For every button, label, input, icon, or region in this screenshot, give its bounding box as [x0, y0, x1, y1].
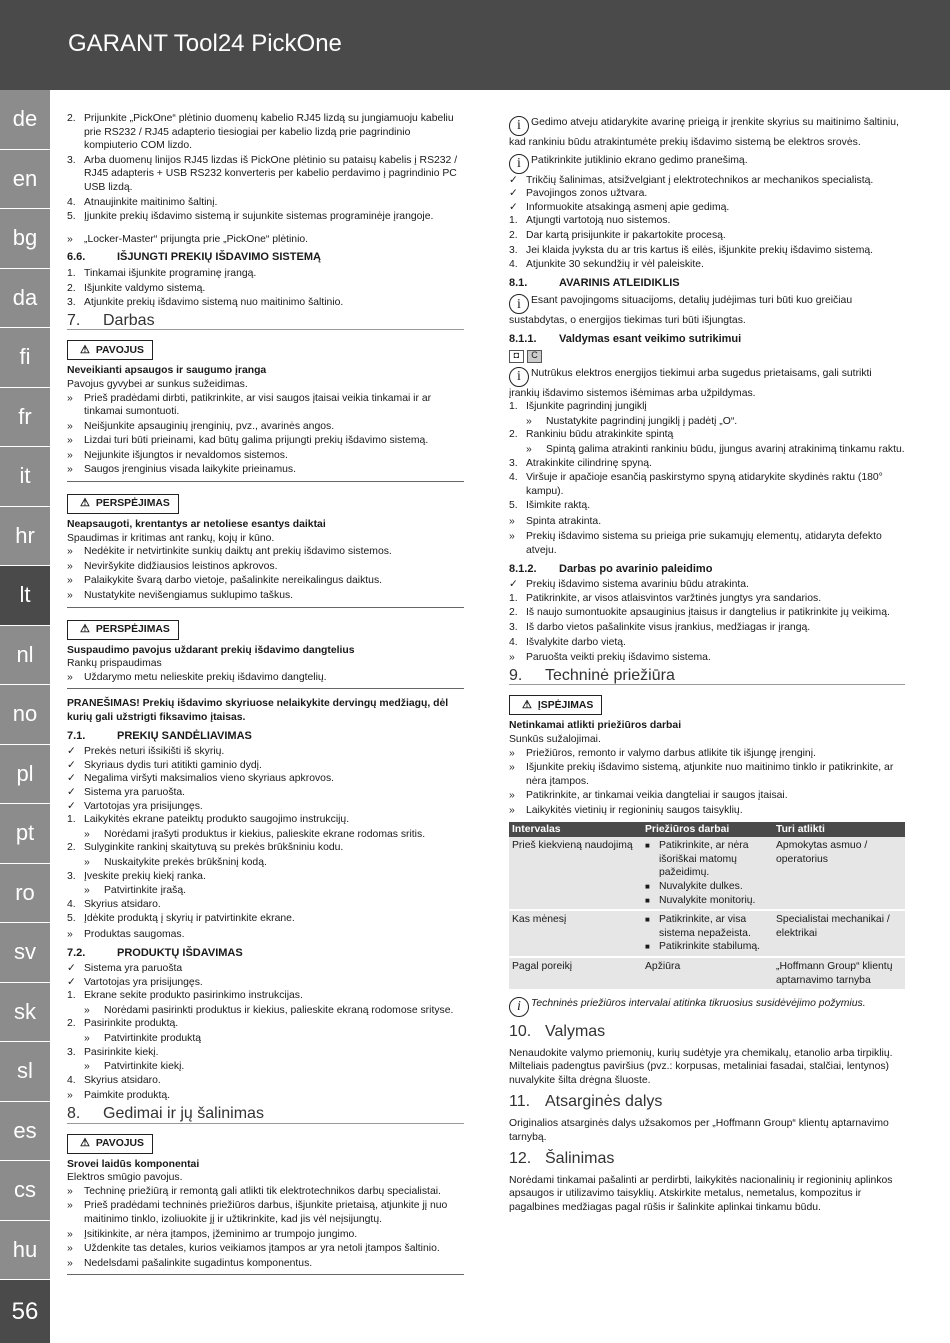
sub-item: » Spintą galima atrakinti rankiniu būdu, įjungus avarinį atrakinimą tinkamu raktu. — [526, 443, 905, 455]
list-item: » Priežiūros, remonto ir valymo darbus atlikite tik išjungę įrenginį. — [509, 747, 816, 759]
list-item: 2. Išjunkite valdymo sistemą. — [67, 282, 206, 294]
tab-hu[interactable]: hu — [0, 1221, 50, 1281]
list-item: 3. Jei klaida įvyksta du ar tris kartus iš eilės, išjunkite prekių išdavimo sistemą. — [509, 244, 874, 256]
section-heading: 8.1.2. Darbas po avarinio paleidimo — [509, 562, 713, 575]
caution-label: ⚠ PERSPĖJIMAS — [67, 494, 179, 514]
tab-da[interactable]: da — [0, 269, 50, 329]
list-item: 3. Įveskite prekių kiekį ranka. — [67, 870, 206, 882]
list-item: 4. Išvalykite darbo vietą. — [509, 636, 626, 648]
page-header — [0, 0, 950, 90]
warning-title: Neveikianti apsaugos ir saugumo įranga — [67, 365, 267, 377]
chapter-heading: 12. Šalinimas — [509, 1150, 615, 1168]
list-item: » Saugos įrenginius visada laikykite prieinamus. — [67, 464, 296, 476]
sub-item: » Norėdami pasirinkti produktus ir kiekius, palieskite ekraną rodomose srityse. — [84, 1004, 454, 1016]
tab-nl[interactable]: nl — [0, 626, 50, 686]
table-row: Prieš kiekvieną naudojimą ■ Patikrinkite, ar nėra išoriškai matomų pažeidimų. ■ Nuvalykite dulkes. ■ Nuvalykite monitorių. Apmokytas asmuo / operatorius — [509, 837, 905, 910]
list-item: 2. Sulyginkite rankinį skaitytuvą su prekės brūkšniniu kodu. — [67, 842, 344, 854]
tab-hr[interactable]: hr — [0, 507, 50, 567]
warning-title: Neapsaugoti, krentantys ar netoliese esantys daiktai — [67, 519, 326, 531]
list-item: 4. Skyrius atsidaro. — [67, 1074, 161, 1086]
list-item: » Įsitikinkite, ar nėra įtampos, įžeminimo ar trumpojo jungimo. — [67, 1228, 358, 1240]
warning-subtitle: Rankų prispaudimas — [67, 658, 162, 670]
check-item: ✓ Informuokite atsakingą asmenį apie gedimą. — [509, 201, 730, 213]
sub-item: » Norėdami įrašyti produktus ir kiekius, palieskite ekrane rodomas sritis. — [84, 828, 426, 840]
table-header: Priežiūros darbai — [642, 822, 773, 838]
camera-icon: ◘ — [509, 350, 524, 363]
check-item: ✓ Negalima viršyti maksimalios vieno skyriaus apkrovos. — [67, 773, 335, 785]
table-header: Intervalas — [509, 822, 642, 838]
list-item: 5. Įdėkite produktą į skyrių ir patvirtinkite ekrane. — [67, 913, 295, 925]
document-title: GARANT Tool24 PickOne — [68, 30, 342, 57]
tab-fr[interactable]: fr — [0, 388, 50, 448]
check-item: ✓ Vartotojas yra prisijungęs. — [67, 976, 203, 988]
tab-fi[interactable]: fi — [0, 328, 50, 388]
list-item: 4. Atnaujinkite maitinimo šaltinį. — [67, 196, 218, 208]
tab-it[interactable]: it — [0, 447, 50, 507]
section-heading: 7.2. PRODUKTŲ IŠDAVIMAS — [67, 946, 243, 959]
list-item: » Uždarymo metu nelieskite prekių išdavimo dangtelių. — [67, 671, 327, 683]
warning-subtitle: Pavojus gyvybei ar sunkus sužeidimas. — [67, 378, 248, 390]
list-item: 3. Arba duomenų linijos RJ45 lizdas iš PickOne plėtinio su pataisų kabelis į RS232 / RJ45 adapteris + USB RS232 konverteris per kabelio perdavimo į pagrindinio PC USB lizdą. — [67, 154, 458, 193]
warning-title: Srovei laidūs komponentai — [67, 1158, 200, 1170]
caution-label: ⚠ PERSPĖJIMAS — [67, 620, 179, 640]
list-item: » Techninę priežiūrą ir remontą gali atlikti tik elektrotechnikos darbų specialistai. — [67, 1185, 441, 1197]
tab-en[interactable]: en — [0, 150, 50, 210]
result-item: » Produktas saugomas. — [67, 928, 185, 940]
left-column — [67, 112, 464, 1283]
list-item: » Laikykitės vietinių ir regioninių saugos taisyklių. — [509, 804, 743, 816]
symbol-row — [509, 350, 905, 363]
chapter-heading: 8. Gedimai ir jų šalinimas — [67, 1107, 464, 1124]
info-note: i Nutrūkus elektros energijos tiekimui arba sugedus prietaisams, gali sutrikti įrankių išdavimo sistemos išėmimas arba užpildymas. — [509, 367, 872, 399]
check-item: ✓ Pavojingos zonos užtvara. — [509, 188, 648, 200]
list-item: » Uždenkite tas detales, kurios veikiamos įtampos ar yra netoli įtampos šaltinio. — [67, 1243, 440, 1255]
sub-item: » Patvirtinkite įrašą. — [84, 885, 186, 897]
paragraph: Milteliais padengtus paviršius (pvz.: korpusas, metaliniai fasadai, stalčiai, lentynos) nuvalykite šilta drėgna šluoste. — [509, 1061, 890, 1086]
list-item: » Patikrinkite, ar tinkamai veikia dangteliai ir saugos įtaisai. — [509, 790, 788, 802]
chapter-heading: 7. Darbas — [67, 314, 464, 331]
list-item: » Neišjunkite apsauginių įrenginių, pvz., avarinės angos. — [67, 420, 335, 432]
list-item: 2. Pasirinkite produktą. — [67, 1018, 179, 1030]
warning-title: Suspaudimo pavojus uždarant prekių išdavimo dangtelius — [67, 644, 355, 656]
list-item: 4. Skyrius atsidaro. — [67, 898, 161, 910]
list-item: 1. Atjungti vartotoją nuo sistemos. — [509, 215, 671, 227]
list-item: 5. Įjunkite prekių išdavimo sistemą ir sujunkite sistemas programinėje įrangoje. — [67, 211, 434, 223]
list-item: 2. Rankiniu būdu atrakinkite spintą — [509, 429, 674, 441]
list-item: 1. Tinkamai išjunkite programinę įrangą. — [67, 267, 257, 279]
warning-icon: ⚠ — [80, 343, 90, 356]
section-heading: 6.6. IŠJUNGTI PREKIŲ IŠDAVIMO SISTEMĄ — [67, 251, 321, 264]
danger-label: ⚠ PAVOJUS — [67, 340, 153, 360]
list-item: 3. Pasirinkite kiekį. — [67, 1046, 159, 1058]
info-icon: i — [509, 294, 529, 314]
table-header: Turi atlikti — [773, 822, 905, 838]
check-item: ✓ Trikčių šalinimas, atsižvelgiant į elektrotechnikos ar mechanikos specialistą. — [509, 174, 874, 186]
tab-es[interactable]: es — [0, 1102, 50, 1162]
tab-sk[interactable]: sk — [0, 983, 50, 1043]
chapter-heading: 9. Techninė priežiūra — [509, 669, 905, 686]
tab-pl[interactable]: pl — [0, 745, 50, 805]
info-note: i Patikrinkite jutiklinio ekrano gedimo pranešimą. — [509, 154, 905, 174]
language-tabs — [0, 90, 50, 1280]
result-item: » Paruošta veikti prekių išdavimo sistema. — [509, 652, 711, 664]
check-item: ✓ Sistema yra paruošta. — [67, 786, 186, 798]
warning-subtitle: Elektros smūgio pavojus. — [67, 1172, 183, 1184]
page-number: 56 — [0, 1280, 50, 1343]
section-heading: 8.1.1. Valdymas esant veikimo sutrikimui — [509, 332, 742, 345]
tab-de[interactable]: de — [0, 90, 50, 150]
check-item: ✓ Skyriaus dydis turi atitikti gaminio dydį. — [67, 759, 262, 771]
paragraph: Norėdami tinkamai pašalinti ar perdirbti, laikykitės nacionalinių ir regioninių aplinkos apsaugos ir utilizavimo taisyklių. Atskirkite metalus, nemetalus, kompozitus ir pagalbines medžiagas pagal rūšis ir šalinkite aplinkai tinkamu būdu. — [509, 1174, 893, 1214]
warning-label: ⚠ ĮSPĖJIMAS — [509, 695, 602, 715]
list-item: 2. Iš naujo sumontuokite apsauginius įtaisus ir dangtelius ir patikrinkite jų veikimą. — [509, 607, 890, 619]
list-item: 1. Laikykitės ekrane pateiktų produkto saugojimo instrukcijų. — [67, 814, 350, 826]
notice-text: PRANEŠIMAS! Prekių išdavimo skyriuose nelaikykite dervingų medžiagų, dėl kurių gali užstrigti fiksavimo įtaisas. — [67, 698, 449, 723]
warning-title: Netinkamai atlikti priežiūros darbai — [509, 720, 682, 732]
maintenance-table — [509, 822, 905, 992]
list-item: » Lizdai turi būti prieinami, kad būtų galima prijungti prekių išdavimo sistemą. — [67, 435, 429, 447]
list-item: 1. Išjunkite pagrindinį jungiklį — [509, 401, 647, 413]
warning-subtitle: Spaudimas ir kritimas ant rankų, kojų ir kūno. — [67, 532, 275, 544]
sub-item: » Nuskaitykite prekės brūkšninį kodą. — [84, 856, 267, 868]
tab-sl[interactable]: sl — [0, 1042, 50, 1102]
list-item: » Neįjunkite išjungtos ir nevaldomos sistemos. — [67, 449, 288, 461]
warning-icon: ⚠ — [80, 497, 90, 510]
list-item: » Nustatykite nevišengiamus suklupimo taškus. — [67, 590, 294, 602]
list-item: 2. Prijunkite „PickOne“ plėtinio duomenų kabelio RJ45 lizdą su jungiamuoju kabeliu prie RS232 / RJ45 adapterio tiesiogiai per kabelio lizdą prie pagrindinio kompiuterio COM lizdo. — [67, 113, 454, 152]
list-item: » Nedėkite ir netvirtinkite sunkių daiktų ant prekių išdavimo sistemos. — [67, 546, 392, 558]
list-item: 3. Atrakinkite cilindrinę spyną. — [509, 457, 652, 469]
chapter-heading: 11. Atsarginės dalys — [509, 1093, 663, 1111]
c-icon: C — [527, 350, 542, 363]
info-note: i Esant pavojingoms situacijoms, detalių judėjimas turi būti kuo greičiau sustabdytas, o energijos tiekimas turi būti išjungtas. — [509, 295, 853, 327]
info-note: i Techninės priežiūros intervalai atitinka tikruosius susidėvėjimo požymius. — [509, 997, 905, 1017]
result-item: » Paimkite produktą. — [67, 1090, 171, 1102]
check-item: ✓ Vartotojas yra prisijungęs. — [67, 800, 203, 812]
tab-pt[interactable]: pt — [0, 804, 50, 864]
tab-ro[interactable]: ro — [0, 864, 50, 924]
warning-subtitle: Sunkūs sužalojimai. — [509, 734, 601, 745]
table-row: Pagal poreikį Apžiūra „Hoffmann Group“ klientų aptarnavimo tarnyba — [509, 957, 905, 990]
sub-item: » Nustatykite pagrindinį jungiklį į padėtį „O“. — [526, 415, 738, 427]
list-item: 1. Patikrinkite, ar visos atlaisvintos varžtinės jungtys yra sandarios. — [509, 592, 822, 604]
right-column — [509, 112, 905, 1215]
list-item: 5. Išimkite raktą. — [509, 500, 591, 512]
warning-icon: ⚠ — [522, 698, 532, 711]
list-item: 2. Dar kartą prisijunkite ir pakartokite procesą. — [509, 229, 726, 241]
list-item: 3. Atjunkite prekių išdavimo sistemą nuo maitinimo šaltinio. — [67, 297, 344, 309]
sub-item: » Patvirtinkite kiekį. — [84, 1061, 185, 1073]
list-item: 3. Iš darbo vietos pašalinkite visus įrankius, medžiagas ir įrangą. — [509, 622, 811, 634]
paragraph: Originalios atsarginės dalys užsakomos per „Hoffmann Group“ klientų aptarnavimo tarnybą. — [509, 1118, 889, 1143]
list-item: » Prieš pradėdami dirbti, patikrinkite, ar visi saugos įtaisai veikia tinkamai ir ar tinkamai sumontuoti. — [67, 392, 432, 418]
tab-lt[interactable]: lt — [0, 566, 50, 626]
result-item: » „Locker-Master“ prijungta prie „PickOne“ plėtinio. — [67, 233, 309, 245]
result-item: » Prekių išdavimo sistema su prieiga prie sukamųjų elementų, atidaryta defekto atveju. — [509, 531, 882, 557]
info-icon: i — [509, 154, 529, 174]
tab-no[interactable]: no — [0, 685, 50, 745]
info-icon: i — [509, 116, 529, 136]
list-item: » Prieš pradėdami techninės priežiūros darbus, išjunkite prietaisą, atjunkite jį nuo maitinimo tinklo, izoliuokite jį ir užtikrinkite, kad jis vėl neįsijungtų. — [67, 1200, 448, 1225]
tab-cs[interactable]: cs — [0, 1161, 50, 1221]
info-icon: i — [509, 997, 529, 1017]
section-heading: 7.1. PREKIŲ SANDĖLIAVIMAS — [67, 729, 252, 742]
tab-bg[interactable]: bg — [0, 209, 50, 269]
warning-icon: ⚠ — [80, 1136, 90, 1149]
list-item: 1. Ekrane sekite produkto pasirinkimo instrukcijas. — [67, 990, 303, 1002]
warning-icon: ⚠ — [80, 622, 90, 635]
info-note: i Gedimo atveju atidarykite avarinę prieigą ir įrenkite skyrius su maitinimo šaltiniu, kad rankiniu būdu atrakintumėte prekių išdavimo sistemą be elektros srovės. — [509, 117, 899, 148]
check-item: ✓ Prekės neturi išsikišti iš skyrių. — [67, 746, 225, 758]
result-item: » Spinta atrakinta. — [509, 515, 602, 527]
chapter-heading: 10. Valymas — [509, 1023, 606, 1041]
check-item: ✓ Sistema yra paruošta — [67, 963, 183, 975]
info-icon: i — [509, 367, 529, 387]
section-heading: 8.1. AVARINIS ATLEIDIKLIS — [509, 276, 680, 289]
list-item: 4. Atjunkite 30 sekundžių ir vėl paleiskite. — [509, 259, 704, 271]
list-item: 4. Viršuje ir apačioje esančią paskirstymo spyną atidarykite skydinės raktu (180° kampu). — [509, 472, 883, 497]
sub-item: » Patvirtinkite produktą — [84, 1033, 202, 1045]
tab-sv[interactable]: sv — [0, 923, 50, 983]
list-item: » Neviršykite didžiausios leistinos apkrovos. — [67, 560, 278, 572]
list-item: » Išjunkite prekių išdavimo sistemą, atjunkite nuo maitinimo tinklo ir patikrinkite, ar nėra įtampos. — [509, 762, 894, 787]
table-row: Kas mėnesį ■ Patikrinkite, ar visa sistema nepažeista. ■ Patikrinkite stabilumą. Specialistai mechanikai / elektrikai — [509, 910, 905, 957]
list-item: » Palaikykite švarą darbo vietoje, pašalinkite nereikalingus daiktus. — [67, 575, 383, 587]
paragraph: Nenaudokite valymo priemonių, kurių sudėtyje yra chemikalų, etanolio arba tirpiklių. — [509, 1047, 893, 1059]
check-item: ✓ Prekių išdavimo sistema avariniu būdu atrakinta. — [509, 579, 749, 591]
list-item: » Nedelsdami pašalinkite sugadintus komponentus. — [67, 1257, 313, 1269]
danger-label: ⚠ PAVOJUS — [67, 1134, 153, 1154]
